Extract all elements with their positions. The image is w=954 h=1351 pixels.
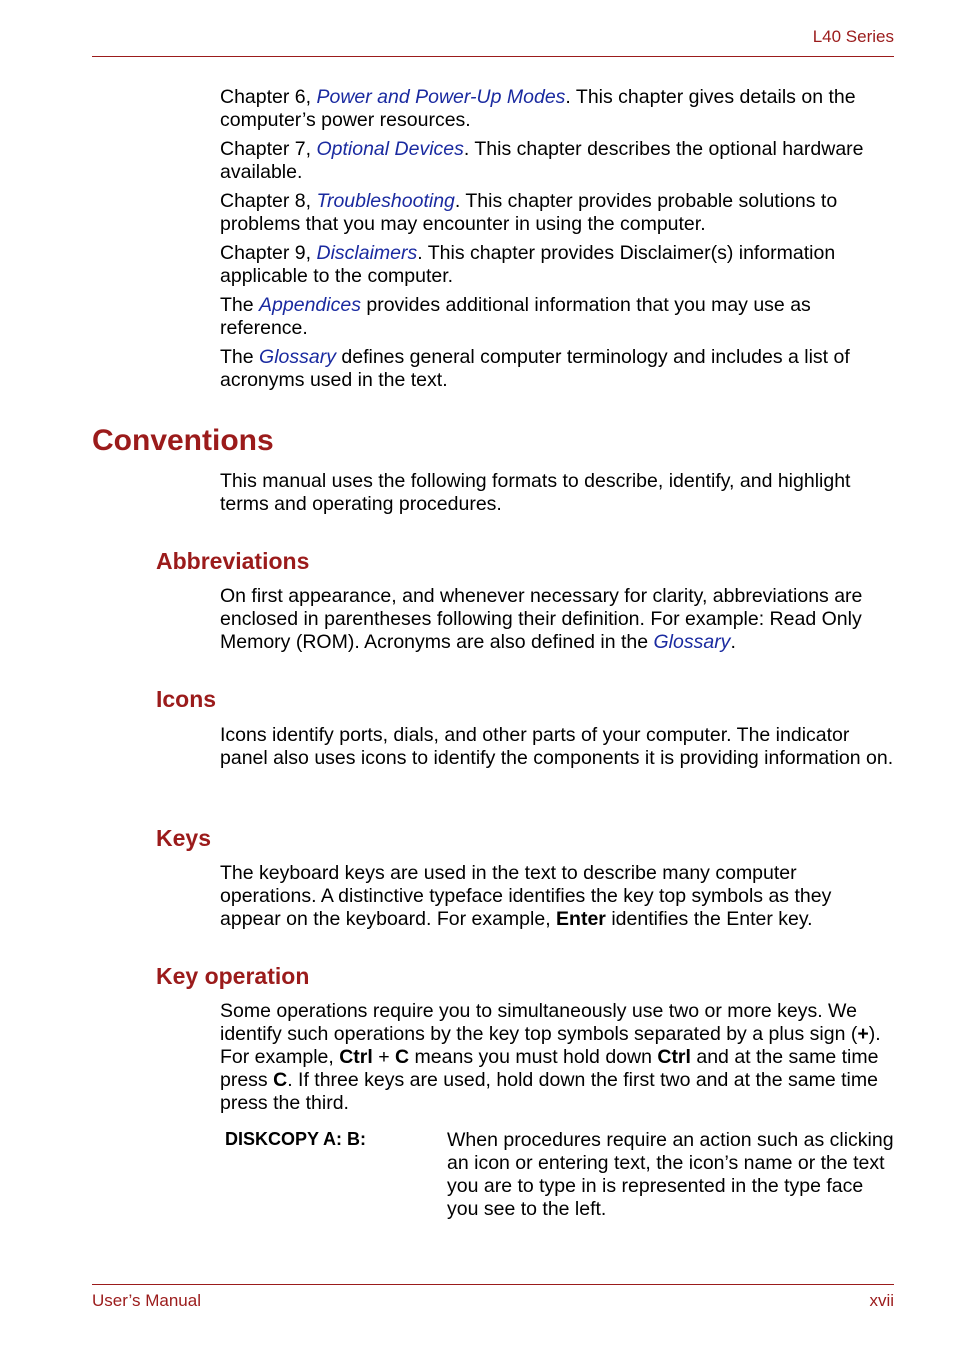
glossary-link[interactable]: Glossary xyxy=(259,346,336,368)
abbreviations-end: . xyxy=(730,631,736,653)
ctrl-key-label: Ctrl xyxy=(339,1046,373,1068)
chapter-9-entry xyxy=(220,242,896,288)
key-op-t3: + xyxy=(372,1046,396,1068)
appendices-link[interactable]: Appendices xyxy=(259,294,361,316)
c-key-label: C xyxy=(395,1046,410,1068)
abbreviations-glossary-link[interactable]: Glossary xyxy=(653,631,731,653)
chapter-7-link[interactable]: Optional Devices xyxy=(316,138,464,160)
appendices-prefix: The xyxy=(220,294,260,316)
chapter-7-suffix: . This chapter describes the optional hardware available. xyxy=(220,138,864,183)
appendices-suffix: provides additional information that you may use as reference. xyxy=(220,294,811,339)
chapter-6-suffix: . This chapter gives details on the computer’s power resources. xyxy=(220,86,856,131)
footer-rule xyxy=(92,1284,894,1285)
glossary-entry xyxy=(220,346,896,392)
running-header-title: L40 Series xyxy=(812,27,894,46)
chapter-8-entry xyxy=(220,190,896,236)
icons-text: Icons identify ports, dials, and other parts of your computer. The indicator panel also uses icons to identify the components it is providing information on. xyxy=(220,724,894,769)
key-op-t4: means you must hold down xyxy=(409,1046,658,1068)
key-op-t1: Some operations require you to simultaneously use two or more keys. We identify such operations by the key top symbols separated by a plus sign ( xyxy=(220,1000,858,1045)
footer-manual-title: User’s Manual xyxy=(92,1291,201,1310)
c-key-label-2: C xyxy=(273,1069,288,1091)
conventions-heading: Conventions xyxy=(92,424,274,457)
conventions-intro: This manual uses the following formats to describe, identify, and highlight terms and operating procedures. xyxy=(220,470,851,515)
keys-heading: Keys xyxy=(156,825,211,851)
glossary-prefix: The xyxy=(220,346,260,368)
page-number: xvii xyxy=(869,1291,894,1310)
header-rule xyxy=(92,56,894,57)
chapter-6-entry xyxy=(220,86,896,132)
chapter-9-prefix: Chapter 9, xyxy=(220,242,317,264)
chapter-9-link[interactable]: Disclaimers xyxy=(316,242,418,264)
chapter-8-prefix: Chapter 8, xyxy=(220,190,317,212)
chapter-8-suffix: . This chapter provides probable solutions to problems that you may encounter in using the computer. xyxy=(220,190,838,235)
key-op-t6: . If three keys are used, hold down the first two and at the same time press the third. xyxy=(220,1069,878,1114)
keys-text xyxy=(220,862,896,931)
ctrl-key-label-2: Ctrl xyxy=(657,1046,691,1068)
key-op-t5: and at the same time press xyxy=(220,1046,879,1091)
chapter-6-link[interactable]: Power and Power-Up Modes xyxy=(316,86,566,108)
icons-heading: Icons xyxy=(156,686,217,712)
keys-body-a: The keyboard keys are used in the text to describe many computer operations. A distinctive typeface identifies the key top symbols as they appear on the keyboard. For example, xyxy=(220,862,832,930)
chapter-9-suffix: . This chapter provides Disclaimer(s) information applicable to the computer. xyxy=(220,242,836,287)
display-description: When procedures require an action such as clicking an icon or entering text, the icon’s name or the text you are to type in is represented in the type face you see to the left. xyxy=(447,1129,894,1220)
glossary-suffix: defines general computer terminology and includes a list of acronyms used in the text. xyxy=(220,346,850,391)
key-operation-text xyxy=(220,1000,896,1115)
chapter-6-prefix: Chapter 6, xyxy=(220,86,317,108)
key-operation-heading: Key operation xyxy=(156,963,310,989)
abbreviations-text xyxy=(220,585,896,654)
abbreviations-body: On first appearance, and whenever necessary for clarity, abbreviations are enclosed in parentheses following their definition. For example: Read Only Memory (ROM). Acronyms are also defined in the xyxy=(220,585,863,653)
keys-body-b: identifies the Enter key. xyxy=(605,908,813,930)
chapter-8-link[interactable]: Troubleshooting xyxy=(316,190,455,212)
key-op-t2: ). For example, xyxy=(220,1023,881,1068)
plus-sign: + xyxy=(857,1023,869,1045)
chapter-7-prefix: Chapter 7, xyxy=(220,138,317,160)
chapter-7-entry xyxy=(220,138,896,184)
appendices-entry xyxy=(220,294,896,340)
enter-key-label: Enter xyxy=(556,908,606,930)
display-term: DISKCOPY A: B: xyxy=(225,1129,367,1149)
abbreviations-heading: Abbreviations xyxy=(156,548,310,574)
